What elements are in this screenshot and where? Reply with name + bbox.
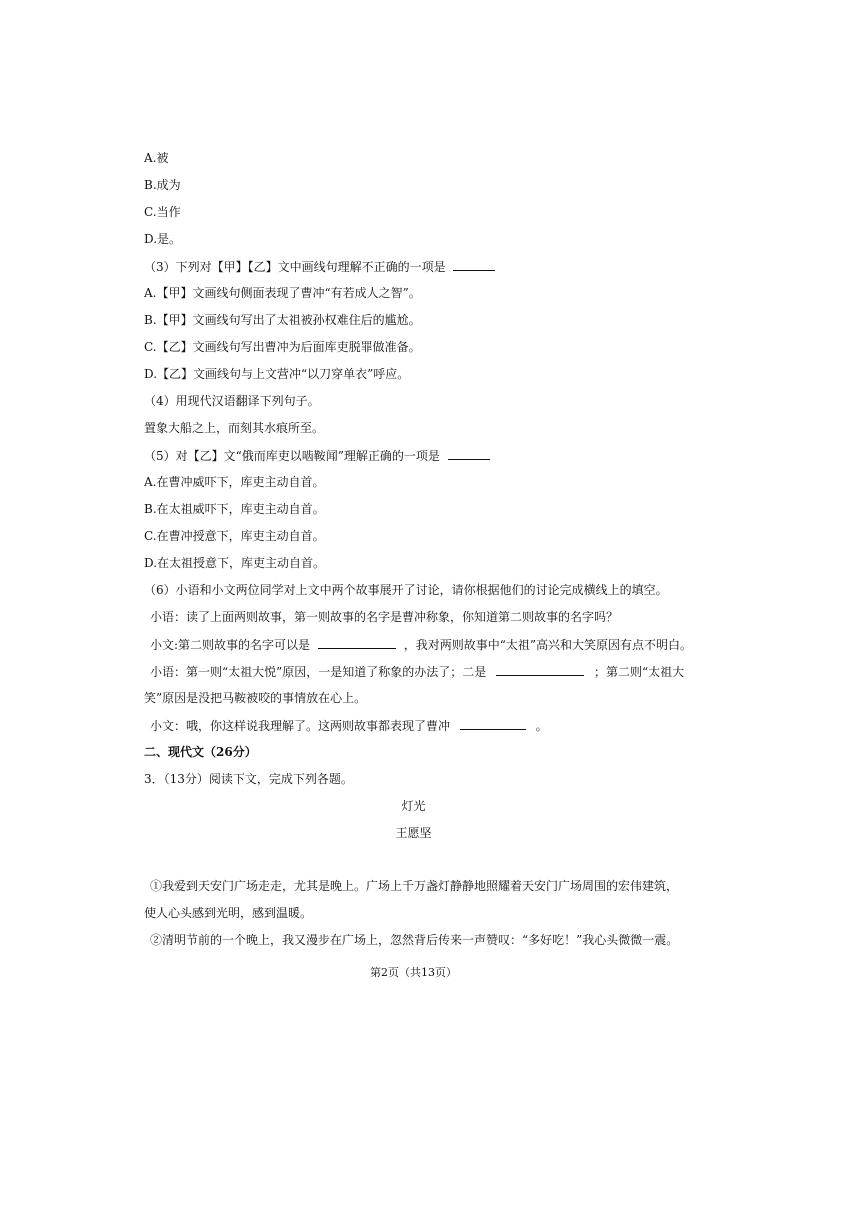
page-footer: 第2页（共13页） — [370, 966, 457, 979]
choice-c: C.当作 — [144, 205, 181, 219]
answer-blank — [318, 636, 396, 649]
article-title: 灯光 — [401, 799, 426, 813]
answer-blank — [448, 447, 490, 460]
question-4-sentence: 置象大船之上，而刻其水痕所至。 — [144, 421, 325, 435]
choice-b: B.成为 — [144, 178, 181, 192]
q5-option-b: B.在太祖威吓下，库吏主动自首。 — [144, 502, 325, 516]
q3-option-b: B.【甲】文画线句写出了太祖被孙权难住后的尴尬。 — [144, 313, 421, 327]
question-5-text: （5）对【乙】文“俄而库吏以啮鞍闻”理解正确的一项是 — [144, 449, 440, 463]
q5-option-c: C.在曹冲授意下，库吏主动自首。 — [144, 529, 325, 543]
paragraph-1-line-2: 使人心头感到光明，感到温暖。 — [144, 906, 313, 920]
article-author: 王愿坚 — [395, 826, 432, 840]
question-3-reading-stem: 3．（13分）阅读下文，完成下列各题。 — [144, 772, 353, 786]
dialogue-2-part-b: ，我对两则故事中“太祖”高兴和大笑原因有点不明白。 — [403, 638, 692, 652]
dialogue-line-4 — [150, 717, 548, 734]
q3-option-a: A.【甲】文画线句侧面表现了曹冲“有若成人之智”。 — [144, 286, 421, 300]
question-4-stem: （4）用现代汉语翻译下列句子。 — [144, 394, 320, 408]
q3-option-d: D.【乙】文画线句与上文营冲“以刀穿单衣”呼应。 — [144, 367, 410, 381]
dialogue-line-2 — [150, 636, 692, 653]
dialogue-line-1: 小语：读了上面两则故事，第一则故事的名字是曹冲称象，你知道第二则故事的名字吗？ — [150, 610, 619, 624]
answer-blank — [453, 258, 495, 271]
question-6-stem: （6）小语和小文两位同学对上文中两个故事展开了讨论，请你根据他们的讨论完成横线上的填空。 — [144, 583, 668, 597]
question-5-stem — [144, 447, 490, 464]
dialogue-line-3-cont: 笑”原因是没把马鞍被咬的事情放在心上。 — [144, 691, 367, 705]
dialogue-3-part-a: 小语：第一则“太祖大悦”原因，一是知道了称象的办法了；二是 — [150, 665, 487, 679]
choice-d: D.是。 — [144, 232, 182, 246]
question-3-text: （3）下列对【甲】【乙】文中画线句理解不正确的一项是 — [144, 260, 446, 274]
q5-option-a: A.在曹冲威吓下，库吏主动自首。 — [144, 475, 325, 489]
choice-a: A.被 — [144, 151, 169, 165]
dialogue-2-part-a: 小文:第二则故事的名字可以是 — [150, 638, 311, 652]
q3-option-c: C.【乙】文画线句写出曹冲为后面库吏脱罪做准备。 — [144, 340, 421, 354]
section-heading: 二、现代文（26分） — [144, 745, 257, 759]
dialogue-4-part-a: 小文：哦，你这样说我理解了。这两则故事都表现了曹冲 — [150, 719, 451, 733]
paragraph-1-line-1: ①我爱到天安门广场走走，尤其是晚上。广场上千万盏灯静静地照耀着天安门广场周围的宏伟建筑， — [150, 879, 679, 893]
dialogue-4-part-b: 。 — [535, 719, 548, 733]
dialogue-3-part-b: ；第二则“太祖大 — [593, 665, 685, 679]
answer-blank — [460, 717, 526, 730]
q5-option-d: D.在太祖授意下，库吏主动自首。 — [144, 556, 326, 570]
paragraph-2-line-1: ②清明节前的一个晚上，我又漫步在广场上，忽然背后传来一声赞叹：“多好吃！”我心头微微一震。 — [150, 933, 679, 947]
answer-blank — [496, 663, 584, 676]
question-3-stem — [144, 258, 495, 275]
dialogue-line-3 — [150, 663, 684, 680]
